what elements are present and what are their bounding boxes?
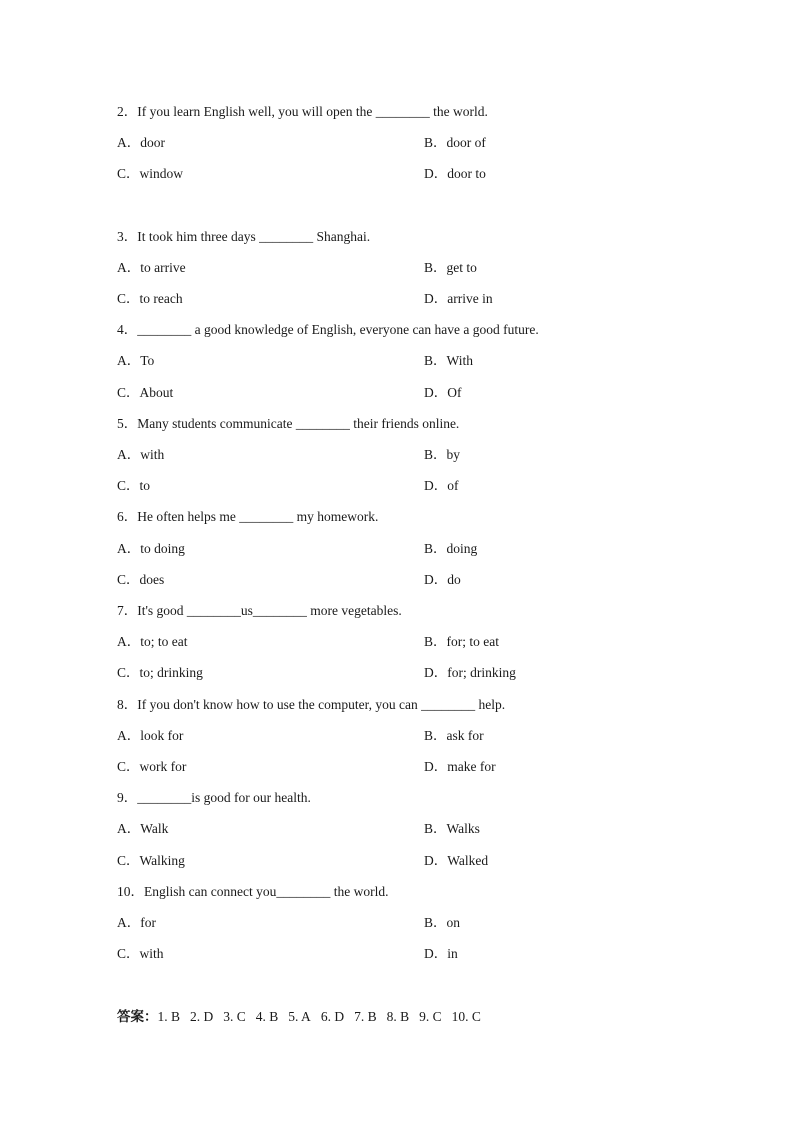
answer-item: 5. A <box>288 1009 311 1024</box>
option-d: D．in <box>424 946 458 961</box>
option-a: A．look for <box>117 728 184 743</box>
option-c: C．Walking <box>117 853 185 868</box>
question-stem: 5．Many students communicate ________ their friends online. <box>117 416 460 431</box>
answer-item: 1. B <box>157 1009 181 1024</box>
answer-key <box>117 1009 491 1025</box>
option-d: D．Of <box>424 385 462 400</box>
answer-item: 10. C <box>451 1009 481 1024</box>
option-c: C．with <box>117 946 164 961</box>
question-stem: 8．If you don't know how to use the computer, you can ________ help. <box>117 697 506 712</box>
question-stem: 3．It took him three days ________ Shanghai. <box>117 229 371 244</box>
option-d: D．Walked <box>424 853 489 868</box>
question-stem: 9．________is good for our health. <box>117 790 311 805</box>
option-b: B．With <box>424 353 473 368</box>
option-a: A．with <box>117 447 165 462</box>
answer-item: 3. C <box>223 1009 246 1024</box>
option-d: D．door to <box>424 166 486 181</box>
option-a: A．door <box>117 135 165 150</box>
option-c: C．to <box>117 478 151 493</box>
option-d: D．make for <box>424 759 496 774</box>
option-a: A．Walk <box>117 821 169 836</box>
option-c: C．does <box>117 572 165 587</box>
option-b: B．Walks <box>424 821 480 836</box>
option-c: C．About <box>117 385 174 400</box>
answer-item: 9. C <box>419 1009 442 1024</box>
question-stem: 6．He often helps me ________ my homework. <box>117 509 379 524</box>
answer-item: 4. B <box>255 1009 279 1024</box>
option-d: D．do <box>424 572 461 587</box>
question-stem: 7．It's good ________us________ more vegetables. <box>117 603 402 618</box>
option-b: B．for; to eat <box>424 634 499 649</box>
option-a: A．for <box>117 915 156 930</box>
option-a: A．To <box>117 353 155 368</box>
option-b: B．doing <box>424 541 478 556</box>
option-d: D．of <box>424 478 459 493</box>
answer-item: 6. D <box>320 1009 345 1024</box>
option-b: B．get to <box>424 260 477 275</box>
option-d: D．for; drinking <box>424 665 516 680</box>
option-a: A．to arrive <box>117 260 186 275</box>
answer-item: 7. B <box>354 1009 377 1024</box>
option-c: C．work for <box>117 759 187 774</box>
question-stem: 2．If you learn English well, you will open the ________ the world. <box>117 104 488 119</box>
option-b: B．by <box>424 447 461 462</box>
option-b: B．ask for <box>424 728 484 743</box>
option-a: A．to doing <box>117 541 185 556</box>
option-c: C．to; drinking <box>117 665 203 680</box>
answer-item: 8. B <box>386 1009 410 1024</box>
option-b: B．on <box>424 915 461 930</box>
question-stem: 10．English can connect you________ the world. <box>117 884 389 899</box>
option-c: C．window <box>117 166 184 181</box>
answer-key-label: 答案： <box>117 1009 158 1024</box>
answer-item: 2. D <box>190 1009 214 1024</box>
option-c: C．to reach <box>117 291 183 306</box>
question-stem: 4．________ a good knowledge of English, everyone can have a good future. <box>117 322 539 337</box>
option-d: D．arrive in <box>424 291 493 306</box>
option-b: B．door of <box>424 135 486 150</box>
option-a: A．to; to eat <box>117 634 188 649</box>
